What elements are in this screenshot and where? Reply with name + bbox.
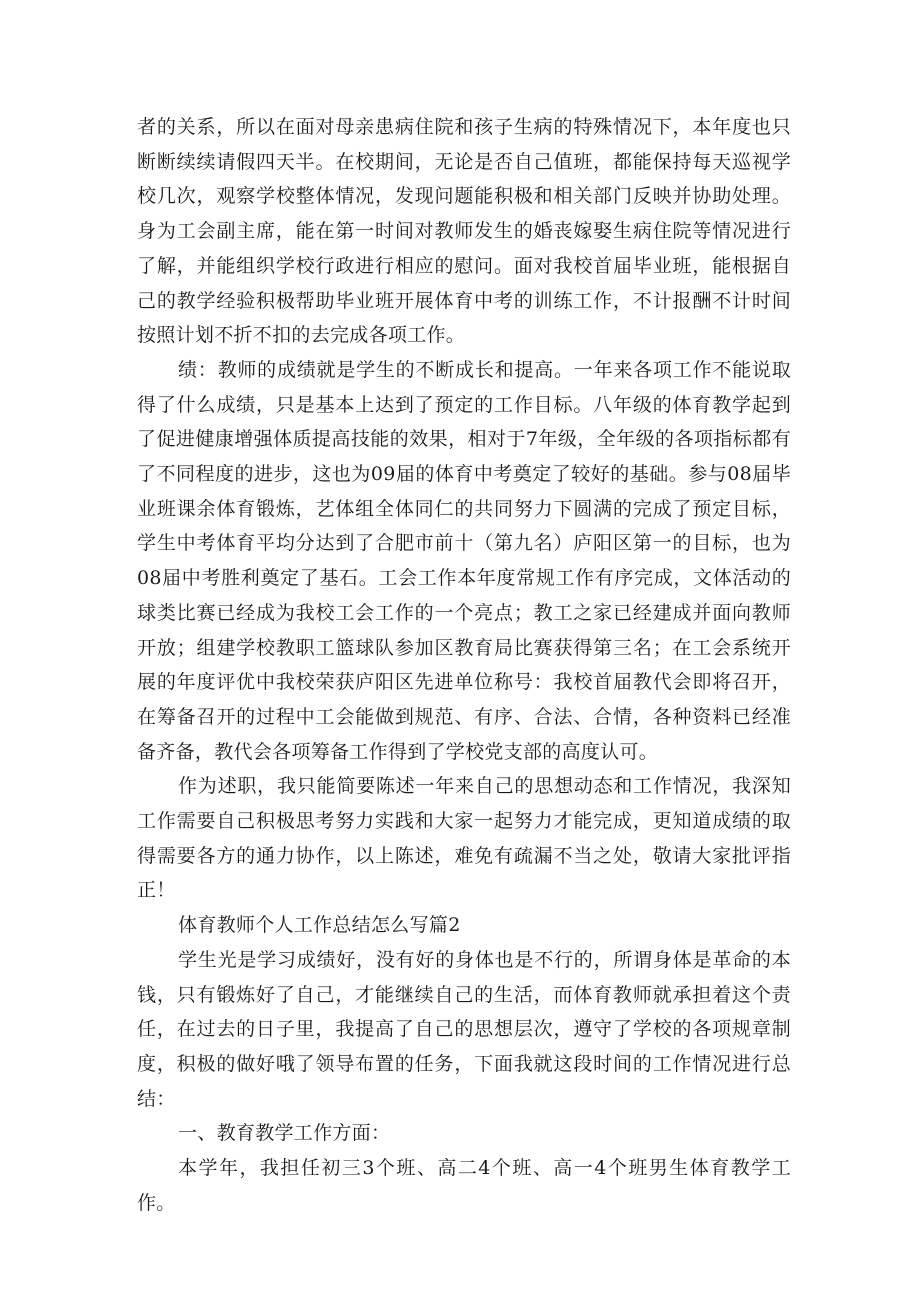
paragraph-conclusion: 作为述职，我只能简要陈述一年来自己的思想动态和工作情况，我深知工作需要自己积极思考努力实践和大家一起努力才能完成，更知道成绩的取得需要各方的通力协作，以上陈述，难免有疏漏不当之处，敬请大家批评指正！ bbox=[137, 775, 791, 902]
paragraph-intro: 学生光是学习成绩好，没有好的身体也是不行的，所谓身体是革命的本钱，只有锻炼好了自己，才能继续自己的生活，而体育教师就承担着这个责任，在过去的日子里，我提高了自己的思想层次，遵守了学校的各项规章制度，积极的做好哦了领导布置的任务，下面我就这段时间的工作情况进行总结： bbox=[137, 948, 791, 1110]
paragraph-achievements: 绩：教师的成绩就是学生的不断成长和提高。一年来各项工作不能说取得了什么成绩，只是基本上达到了预定的工作目标。八年级的体育教学起到了促进健康增强体质提高技能的效果，相对于7年级，全年级的各项指标都有了不同程度的进步，这也为09届的体育中考奠定了较好的基础。参与08届毕业班课余体育锻炼，艺体组全体同仁的共同努力下圆满的完成了预定目标，学生中考体育平均分达到了合肥市前十（第九名）庐阳区第一的目标，也为08届中考胜利奠定了基石。工会工作本年度常规工作有序完成，文体活动的球类比赛已经成为我校工会工作的一个亮点；教工之家已经建成并面向教师开放；组建学校教职工篮球队参加区教育局比赛获得第三名；在工会系统开展的年度评优中我校荣获庐阳区先进单位称号：我校首届教代会即将召开，在筹备召开的过程中工会能做到规范、有序、合法、合情，各种资料已经准备齐备，教代会各项筹备工作得到了学校党支部的高度认可。 bbox=[137, 358, 791, 763]
document-body bbox=[137, 110, 791, 1221]
paragraph-teaching: 本学年，我担任初三3个班、高二4个班、高一4个班男生体育教学工作。 bbox=[137, 1157, 791, 1214]
section-title: 体育教师个人工作总结怎么写篇2 bbox=[178, 914, 461, 937]
paragraph-continued: 者的关系，所以在面对母亲患病住院和孩子生病的特殊情况下，本年度也只断断续续请假四天半。在校期间，无论是否自己值班，都能保持每天巡视学校几次，观察学校整体情况，发现问题能积极和相关部门反映并协助处理。身为工会副主席，能在第一时间对教师发生的婚丧嫁娶生病住院等情况进行了解，并能组织学校行政进行相应的慰问。面对我校首届毕业班，能根据自己的教学经验积极帮助毕业班开展体育中考的训练工作，不计报酬不计时间按照计划不折不扣的去完成各项工作。 bbox=[137, 116, 791, 347]
subsection-heading: 一、教育教学工作方面： bbox=[178, 1122, 391, 1145]
